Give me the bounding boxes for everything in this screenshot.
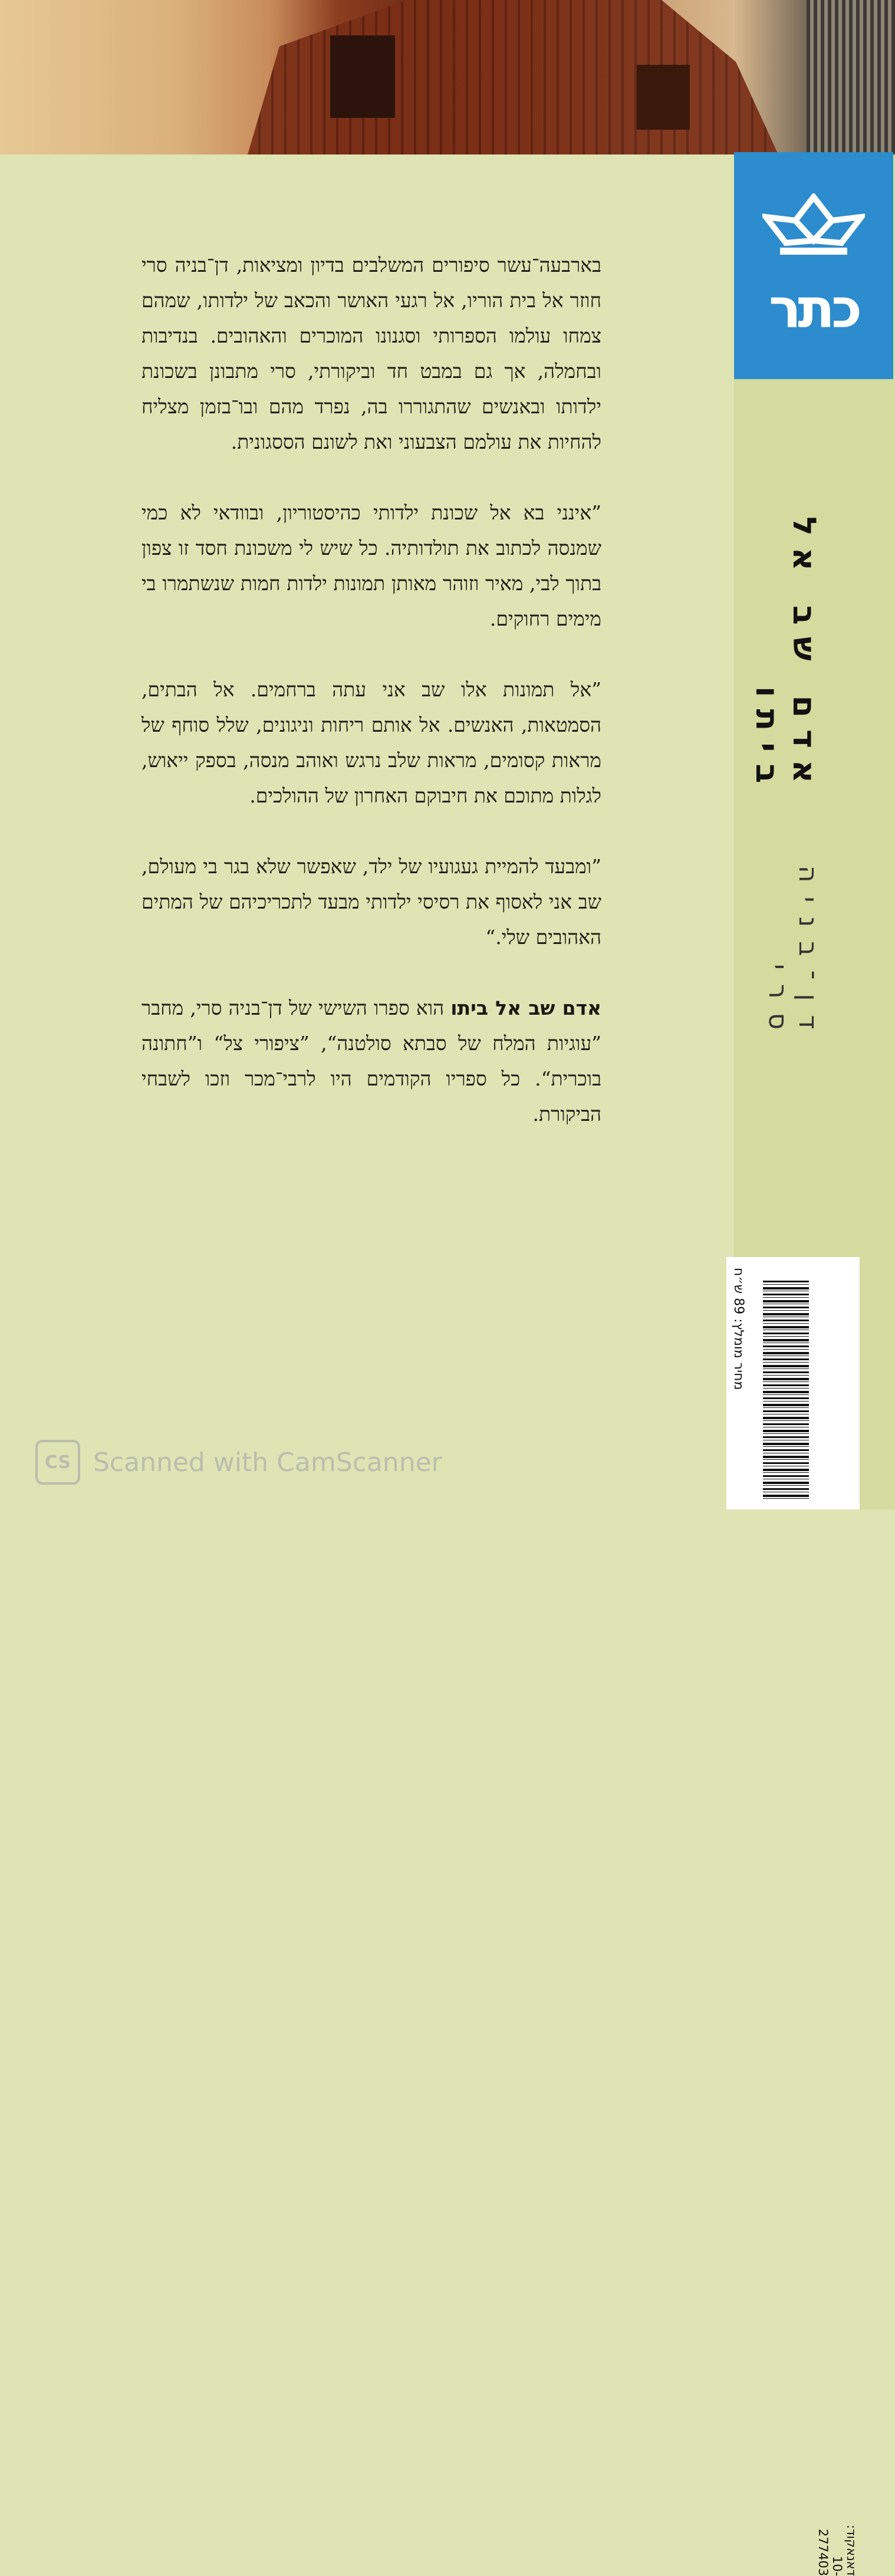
about-text: הוא ספרו השישי של דן־בניה סרי, מחבר ”עוגיות המלח של סבתא סולטנה“, ”ציפורי צל“ ו”חתונה בוכרית“. כל ספריו הקודמים היו לרבי־מכר וזכו לשבחי הביקורת.: [142, 996, 601, 1126]
window-shape: [637, 65, 690, 130]
barcode: [763, 1281, 809, 1499]
barcode-panel: [726, 1257, 860, 2576]
blurb-about: [142, 991, 601, 1132]
danacode: דאנאקוד: 10-277403: [816, 2525, 858, 2576]
striped-wall: [807, 0, 895, 154]
book-title-bold: אדם שב אל ביתו: [450, 996, 601, 1019]
publisher-logo: [734, 152, 893, 379]
spine-book-title: אדם שב אל ביתו: [749, 516, 823, 795]
crown-icon: [762, 193, 865, 264]
cover-photo: [0, 0, 895, 154]
blurb-quote: ”אל תמונות אלו שב אני עתה ברחמים. אל הבתים, הסמטאות, האנשים. אל אותם ריחות וניגונים, שלל סוחף של מראות קסומים, מראות שלב נרגש ואוהב מנסה, בספק ייאוש, לגלות מתוכם את חיבוקם האחרון של ההולכים.: [142, 678, 601, 807]
blurb-quote: ”אינני בא אל שכונת ילדותי כהיסטוריון, ובוודאי לא כמי שמנסה לכתוב את תולדותיה. כל שיש לי משכונת חסד זו צפון בתוך לבי, מאיר וזוהר מאותן תמונות ילדות חמות שנשתמרו בי מימים רחוקים.: [142, 501, 601, 630]
camscanner-icon: CS: [35, 1440, 80, 1485]
back-cover-blurb: [142, 248, 601, 1167]
watermark-text: Scanned with CamScanner: [93, 1447, 442, 1478]
blurb-paragraph: בארבעה־עשר סיפורים המשלבים בדיון ומציאות, דן־בניה סרי חוזר אל בית הוריו, אל רגעי האושר והכאב של ילדותו, שמהם צמחו עולמו הספרותי וסגנונו המוכרים והאהובים. בנדיבות ובחמלה, אך גם במבט חד וביקורתי, סרי מתבונן בשכונת ילדותו ובאנשים שהתגוררו בה, נפרד מהם ובו־בזמן מצליח להחיות את עולמם הצבעוני ואת לשונם הססגונית.: [142, 254, 601, 453]
price-label: מחיר מומלץ: 89 ש״ח: [731, 1268, 746, 1390]
spine-text: [729, 407, 823, 1044]
camscanner-watermark: [35, 1439, 442, 1486]
window-shape: [330, 35, 395, 118]
publisher-name: כתר: [768, 277, 859, 340]
house-image: [248, 0, 778, 154]
spine-author: דן־בניה סרי: [763, 866, 823, 1044]
blurb-quote: ”ומבעד להמיית געגועיו של ילד, שאפשר שלא בגר בי מעולם, שב אני לאסוף את רסיסי ילדותי מבעד לתכריכיהם של המתים האהובים שלי.“: [142, 855, 601, 949]
